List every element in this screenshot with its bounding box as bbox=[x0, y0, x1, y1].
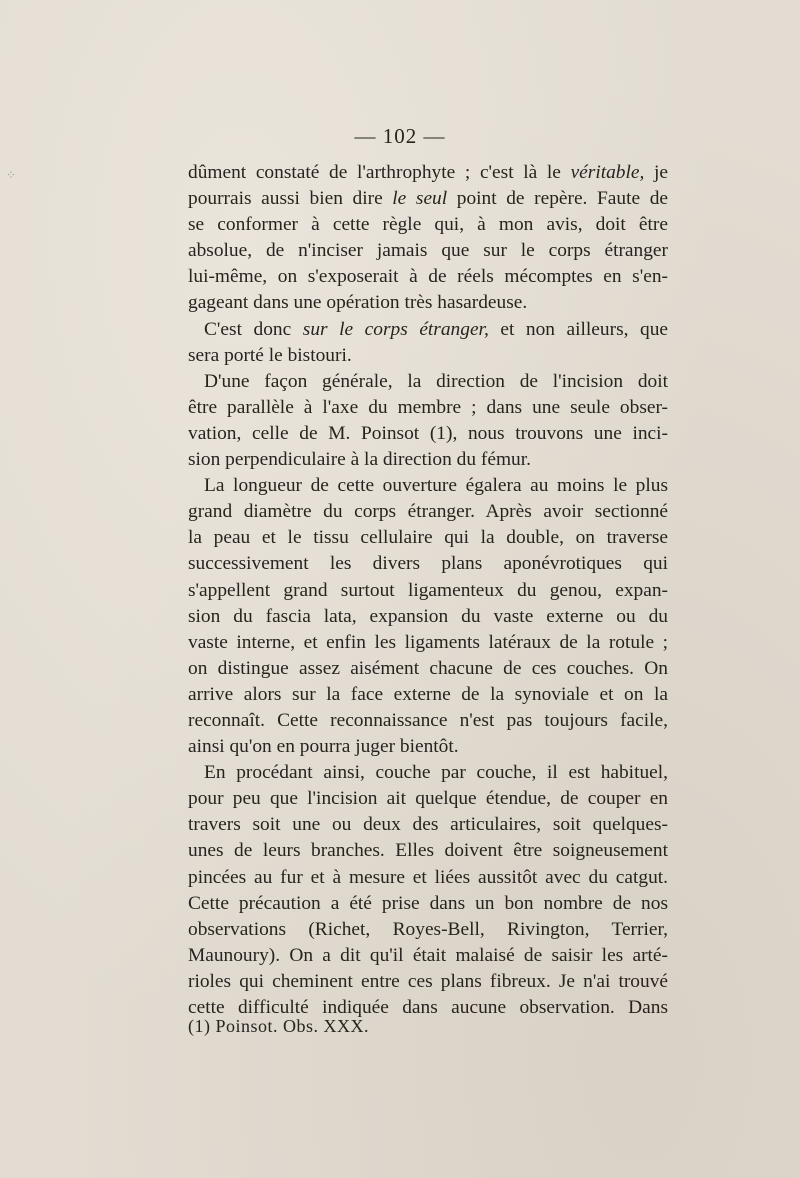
text-segment: vation, celle de M. Poinsot (1), nous trouvons une inci- bbox=[188, 422, 668, 444]
text-line bbox=[188, 760, 668, 786]
text-segment: reconnaît. Cette reconnaissance n'est pas toujours facile, bbox=[188, 709, 668, 731]
footnote: (1) Poinsot. Obs. XXX. bbox=[188, 1016, 370, 1036]
text-segment: être parallèle à l'axe du membre ; dans une seule obser- bbox=[188, 396, 668, 418]
text-line bbox=[188, 969, 668, 995]
text-segment: on distingue assez aisément chacune de ces couches. On bbox=[188, 657, 668, 679]
text-line bbox=[188, 865, 668, 891]
text-line bbox=[188, 473, 668, 499]
text-line bbox=[188, 734, 668, 760]
text-segment: La longueur de cette ouverture égalera au moins le plus bbox=[204, 475, 668, 497]
text-segment: lui-même, on s'exposerait à de réels mécomptes en s'en- bbox=[188, 266, 668, 288]
text-segment: dûment constaté de l'arthrophyte ; c'est là le bbox=[188, 162, 571, 183]
text-line bbox=[188, 578, 668, 604]
text-segment: pourrais aussi bien dire bbox=[188, 188, 393, 210]
text-segment: point de repère. Faute de bbox=[447, 188, 669, 210]
text-segment: absolue, de n'inciser jamais que sur le corps étranger bbox=[188, 240, 668, 262]
text-segment: Cette précaution a été prise dans un bon nombre de nos bbox=[188, 892, 668, 914]
margin-mark: ⁘ bbox=[6, 168, 17, 182]
text-line bbox=[188, 917, 668, 943]
text-line bbox=[188, 395, 668, 421]
text-line bbox=[188, 551, 668, 577]
text-segment: arrive alors sur la face externe de la synoviale et on la bbox=[188, 683, 668, 705]
text-segment: vaste interne, et enfin les ligaments latéraux de la rotule ; bbox=[188, 631, 668, 653]
text-segment: observations (Richet, Royes-Bell, Rivington, Terrier, bbox=[188, 918, 668, 940]
text-segment: je bbox=[644, 162, 668, 183]
text-segment: la peau et le tissu cellulaire qui la double, on traverse bbox=[188, 527, 668, 549]
text-segment: En procédant ainsi, couche par couche, il est habituel, bbox=[204, 762, 668, 784]
text-line bbox=[188, 264, 668, 290]
text-segment: unes de leurs branches. Elles doivent être soigneusement bbox=[188, 840, 668, 862]
text-line bbox=[188, 656, 668, 682]
text-line bbox=[188, 186, 668, 212]
text-segment: et non ailleurs, que bbox=[488, 318, 669, 340]
text-line bbox=[188, 682, 668, 708]
text-segment: se conformer à cette règle qui, à mon avis, doit être bbox=[188, 214, 668, 236]
text-segment: pincées au fur et à mesure et liées aussitôt avec du catgut. bbox=[188, 866, 668, 888]
text-segment: rioles qui cheminent entre ces plans fibreux. Je n'ai trouvé bbox=[188, 970, 668, 992]
italic-segment: sur le corps étranger, bbox=[302, 318, 489, 340]
text-line bbox=[188, 369, 668, 395]
text-line bbox=[188, 630, 668, 656]
italic-segment: le seul bbox=[392, 188, 448, 210]
text-line bbox=[188, 212, 668, 238]
text-line bbox=[188, 708, 668, 734]
text-segment: sion perpendiculaire à la direction du fémur. bbox=[188, 449, 531, 471]
text-segment: Maunoury). On a dit qu'il était malaisé de saisir les arté- bbox=[188, 944, 668, 966]
text-line bbox=[188, 525, 668, 551]
text-segment: sion du fascia lata, expansion du vaste externe ou du bbox=[188, 605, 668, 627]
text-line bbox=[188, 604, 668, 630]
body-text bbox=[188, 160, 668, 1021]
text-segment: travers soit une ou deux des articulaires, soit quelques- bbox=[188, 814, 668, 836]
text-line bbox=[188, 838, 668, 864]
italic-segment: véritable, bbox=[570, 162, 645, 183]
text-line bbox=[188, 238, 668, 264]
text-line bbox=[188, 290, 668, 316]
text-line bbox=[188, 447, 668, 473]
text-segment: pour peu que l'incision ait quelque étendue, de couper en bbox=[188, 788, 668, 810]
text-line bbox=[188, 317, 668, 343]
text-segment: C'est donc bbox=[204, 318, 303, 340]
text-segment: s'appellent grand surtout ligamenteux du genou, expan- bbox=[188, 579, 668, 601]
text-line bbox=[188, 943, 668, 969]
text-segment: gageant dans une opération très hasardeuse. bbox=[188, 292, 528, 314]
text-segment: grand diamètre du corps étranger. Après avoir sectionné bbox=[188, 501, 668, 523]
text-line bbox=[188, 343, 668, 369]
text-segment: ainsi qu'on en pourra juger bientôt. bbox=[188, 736, 459, 758]
text-segment: successivement les divers plans aponévrotiques qui bbox=[188, 553, 668, 575]
text-line bbox=[188, 499, 668, 525]
text-line bbox=[188, 891, 668, 917]
text-line bbox=[188, 421, 668, 447]
text-segment: sera porté le bistouri. bbox=[188, 344, 352, 366]
text-segment: D'une façon générale, la direction de l'incision doit bbox=[204, 370, 668, 392]
text-line bbox=[188, 812, 668, 838]
page-number: — 102 — bbox=[354, 124, 446, 148]
text-segment: cette difficulté indiquée dans aucune observation. Dans bbox=[188, 997, 668, 1018]
text-line bbox=[188, 160, 668, 186]
text-line bbox=[188, 786, 668, 812]
